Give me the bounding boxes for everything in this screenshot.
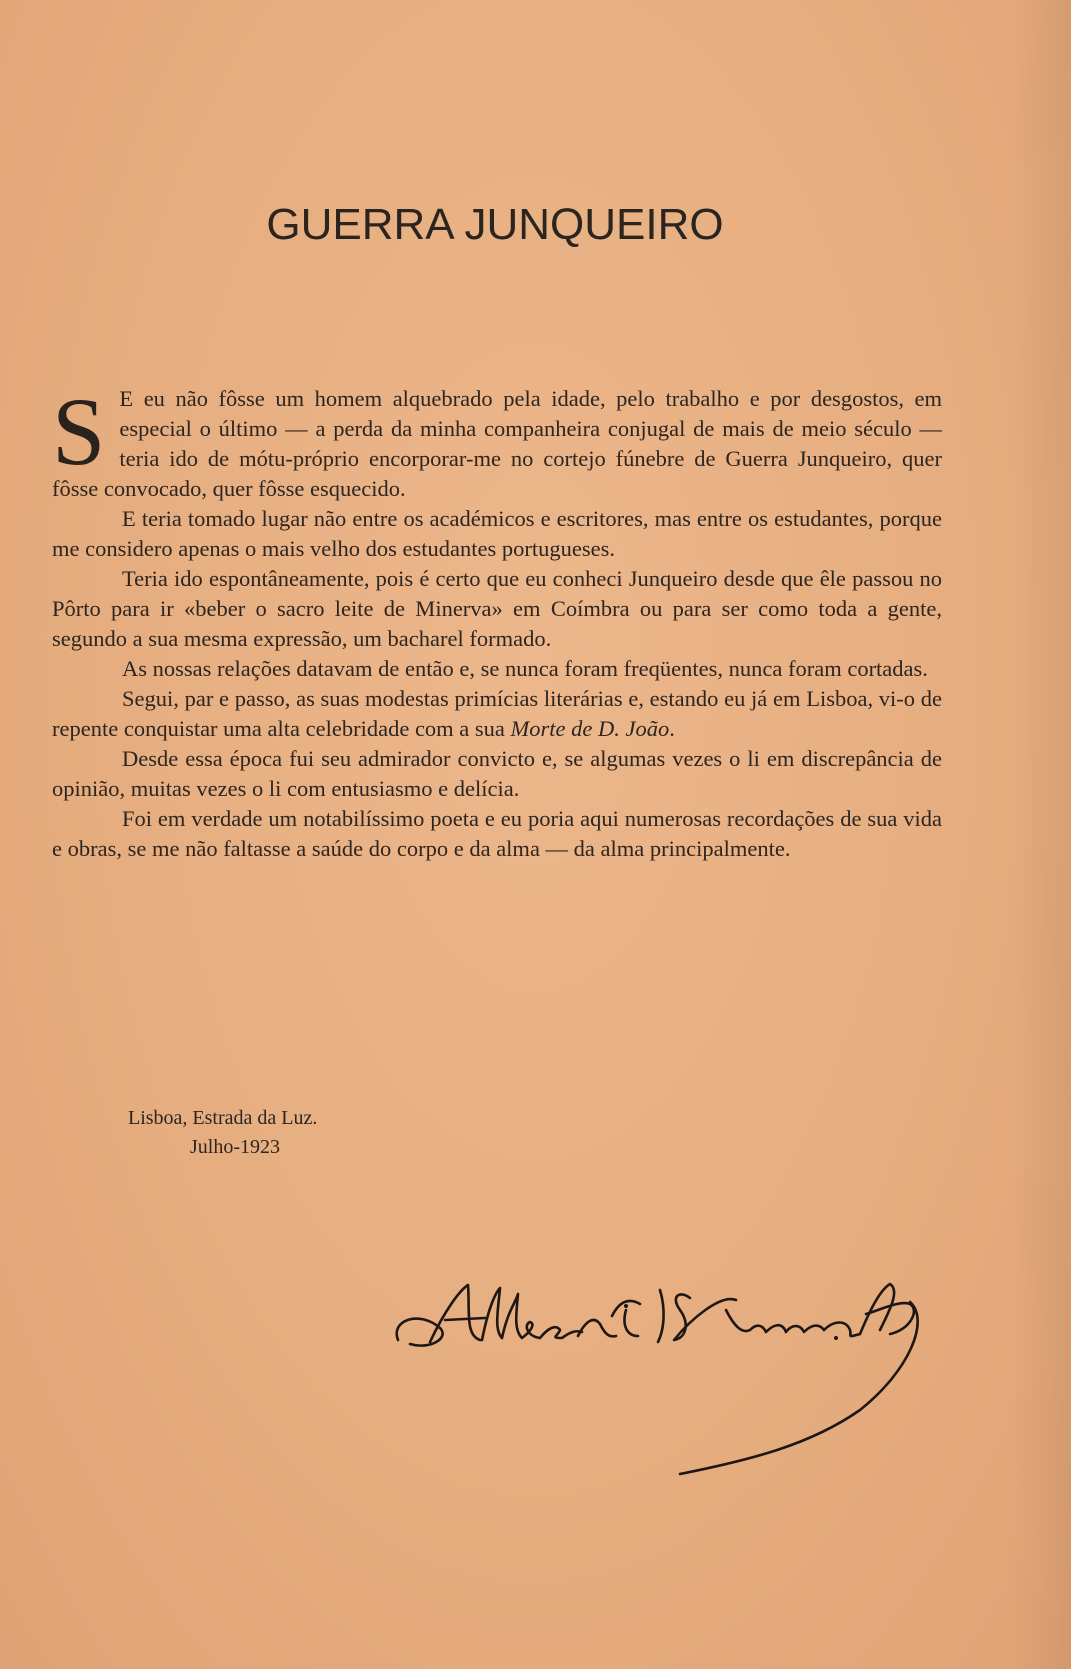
page-title: GUERRA JUNQUEIRO: [266, 200, 724, 249]
place-line: Lisboa, Estrada da Luz.: [128, 1107, 318, 1129]
paragraph-5: [52, 684, 942, 744]
paragraph-6: Desde essa época fui seu admirador convicto e, se algumas vezes o li em discrepância de opinião, muitas vezes o li com entusiasmo e delícia.: [52, 746, 942, 801]
paragraph-2: E teria tomado lugar não entre os académicos e escritores, mas entre os estudantes, porque me considero apenas o mais velho dos estudantes portugueses.: [52, 506, 942, 561]
page-edge-shading: [1011, 0, 1071, 1669]
paragraph-4: As nossas relações datavam de então e, se nunca foram freqüentes, nunca foram cortadas.: [122, 656, 928, 681]
handwritten-signature: [390, 1280, 950, 1480]
paragraph-5-text: Segui, par e passo, as suas modestas primícias literárias e, estando eu já em Lisboa, vi-o de repente conquistar uma alta celebridade com a sua: [52, 686, 942, 741]
drop-cap: S: [52, 378, 106, 485]
paragraph-7: Foi em verdade um notabilíssimo poeta e eu poria aqui numerosas recordações de sua vida e obras, se me não faltasse a saúde do corpo e da alma — da alma principalmente.: [52, 806, 942, 861]
letter-body: [52, 378, 942, 864]
paragraph-1: [52, 378, 942, 504]
work-title: Morte de D. João: [510, 716, 670, 741]
paragraph-5-end: .: [669, 716, 675, 741]
date-line: Julho-1923: [190, 1136, 280, 1158]
signature-drawing: [390, 1280, 950, 1480]
paragraph-1-text: E eu não fôsse um homem alquebrado pela idade, pelo trabalho e por desgostos, em especial o último — a perda da minha companheira conjugal de mais de meio século — teria ido de mótu-próprio encorporar-me no cortejo fúnebre de Guerra Junqueiro, quer fôsse convocado, quer fôsse esquecido.: [52, 386, 942, 501]
paragraph-3: Teria ido espontâneamente, pois é certo que eu conheci Junqueiro desde que êle passou no Pôrto para ir «beber o sacro leite de Minerva» em Coímbra ou para ser como toda a gente, segundo a sua mesma expressão, um bacharel formado.: [52, 566, 942, 651]
